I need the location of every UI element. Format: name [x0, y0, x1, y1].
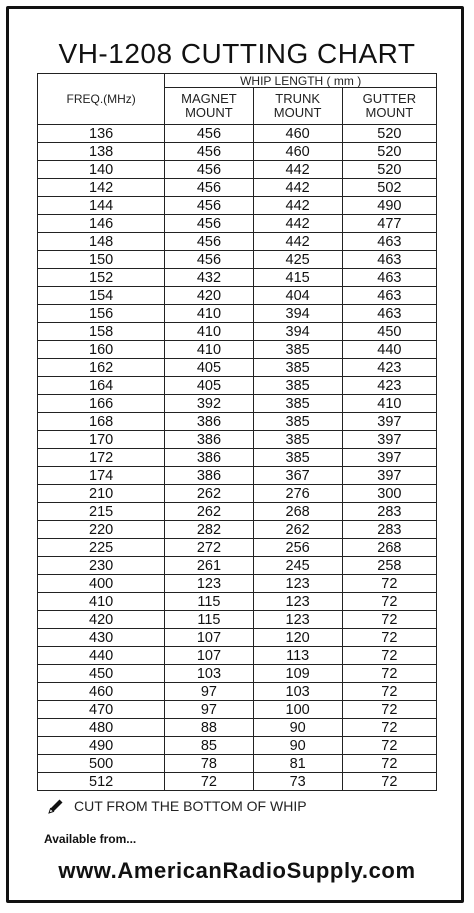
table-row	[38, 557, 437, 575]
table-row	[38, 143, 437, 161]
trunk-cell: 120	[253, 629, 342, 647]
table-row	[38, 539, 437, 557]
gutter-cell: 72	[342, 755, 436, 773]
trunk-mount-header: TRUNK MOUNT	[253, 88, 342, 125]
freq-cell: 174	[38, 467, 165, 485]
freq-cell: 400	[38, 575, 165, 593]
magnet-cell: 456	[165, 197, 253, 215]
table-row	[38, 521, 437, 539]
freq-cell: 480	[38, 719, 165, 737]
table-row	[38, 503, 437, 521]
pencil-icon	[46, 796, 66, 816]
table-row	[38, 773, 437, 791]
freq-cell: 512	[38, 773, 165, 791]
trunk-cell: 123	[253, 611, 342, 629]
magnet-cell: 456	[165, 179, 253, 197]
trunk-cell: 268	[253, 503, 342, 521]
gutter-cell: 72	[342, 593, 436, 611]
gutter-mount-header: GUTTER MOUNT	[342, 88, 436, 125]
table-row	[38, 215, 437, 233]
table-row	[38, 269, 437, 287]
trunk-cell: 442	[253, 161, 342, 179]
table-row	[38, 755, 437, 773]
gutter-cell: 72	[342, 629, 436, 647]
magnet-cell: 392	[165, 395, 253, 413]
magnet-cell: 456	[165, 143, 253, 161]
magnet-cell: 386	[165, 413, 253, 431]
freq-cell: 160	[38, 341, 165, 359]
freq-cell: 164	[38, 377, 165, 395]
trunk-cell: 81	[253, 755, 342, 773]
table-row	[38, 611, 437, 629]
gutter-cell: 72	[342, 665, 436, 683]
freq-cell: 144	[38, 197, 165, 215]
trunk-cell: 385	[253, 431, 342, 449]
magnet-cell: 386	[165, 449, 253, 467]
freq-cell: 410	[38, 593, 165, 611]
trunk-cell: 404	[253, 287, 342, 305]
magnet-cell: 272	[165, 539, 253, 557]
trunk-cell: 415	[253, 269, 342, 287]
trunk-cell: 113	[253, 647, 342, 665]
magnet-cell: 97	[165, 701, 253, 719]
trunk-cell: 123	[253, 593, 342, 611]
gutter-cell: 463	[342, 269, 436, 287]
freq-cell: 150	[38, 251, 165, 269]
freq-cell: 152	[38, 269, 165, 287]
gutter-cell: 268	[342, 539, 436, 557]
table-row	[38, 431, 437, 449]
magnet-cell: 262	[165, 503, 253, 521]
gutter-cell: 450	[342, 323, 436, 341]
freq-cell: 166	[38, 395, 165, 413]
magnet-cell: 107	[165, 629, 253, 647]
freq-cell: 225	[38, 539, 165, 557]
gutter-cell: 300	[342, 485, 436, 503]
trunk-cell: 385	[253, 449, 342, 467]
freq-cell: 142	[38, 179, 165, 197]
gutter-cell: 423	[342, 377, 436, 395]
gutter-cell: 72	[342, 737, 436, 755]
table-row	[38, 305, 437, 323]
table-row	[38, 683, 437, 701]
trunk-cell: 460	[253, 125, 342, 143]
freq-cell: 230	[38, 557, 165, 575]
freq-cell: 154	[38, 287, 165, 305]
magnet-cell: 456	[165, 251, 253, 269]
whip-length-header: WHIP LENGTH ( mm )	[165, 74, 437, 88]
gutter-cell: 463	[342, 305, 436, 323]
freq-column-header: FREQ.(MHz)	[38, 74, 165, 125]
table-row	[38, 197, 437, 215]
trunk-cell: 394	[253, 323, 342, 341]
freq-cell: 420	[38, 611, 165, 629]
gutter-cell: 283	[342, 503, 436, 521]
freq-cell: 220	[38, 521, 165, 539]
table-row	[38, 323, 437, 341]
gutter-cell: 72	[342, 611, 436, 629]
table-row	[38, 377, 437, 395]
table-row	[38, 593, 437, 611]
table-row	[38, 449, 437, 467]
table-row	[38, 719, 437, 737]
gutter-cell: 463	[342, 233, 436, 251]
table-row	[38, 467, 437, 485]
freq-cell: 140	[38, 161, 165, 179]
table-row	[38, 665, 437, 683]
trunk-cell: 385	[253, 359, 342, 377]
magnet-mount-header: MAGNET MOUNT	[165, 88, 253, 125]
freq-cell: 138	[38, 143, 165, 161]
trunk-cell: 385	[253, 413, 342, 431]
magnet-cell: 88	[165, 719, 253, 737]
freq-cell: 168	[38, 413, 165, 431]
magnet-cell: 456	[165, 215, 253, 233]
trunk-cell: 90	[253, 737, 342, 755]
freq-cell: 490	[38, 737, 165, 755]
trunk-cell: 442	[253, 179, 342, 197]
magnet-cell: 107	[165, 647, 253, 665]
magnet-cell: 456	[165, 125, 253, 143]
available-from-label: Available from...	[44, 832, 137, 846]
table-row	[38, 647, 437, 665]
trunk-cell: 442	[253, 215, 342, 233]
trunk-cell: 123	[253, 575, 342, 593]
table-row	[38, 395, 437, 413]
cut-note	[46, 796, 307, 816]
freq-cell: 162	[38, 359, 165, 377]
gutter-cell: 477	[342, 215, 436, 233]
gutter-cell: 397	[342, 413, 436, 431]
gutter-cell: 502	[342, 179, 436, 197]
magnet-cell: 262	[165, 485, 253, 503]
table-row	[38, 125, 437, 143]
trunk-cell: 442	[253, 233, 342, 251]
table-row	[38, 629, 437, 647]
freq-cell: 158	[38, 323, 165, 341]
magnet-cell: 261	[165, 557, 253, 575]
gutter-cell: 520	[342, 143, 436, 161]
table-row	[38, 575, 437, 593]
freq-cell: 460	[38, 683, 165, 701]
cutting-chart-table	[37, 73, 437, 791]
gutter-cell: 423	[342, 359, 436, 377]
trunk-cell: 100	[253, 701, 342, 719]
magnet-cell: 72	[165, 773, 253, 791]
freq-cell: 500	[38, 755, 165, 773]
trunk-cell: 90	[253, 719, 342, 737]
gutter-cell: 283	[342, 521, 436, 539]
magnet-cell: 115	[165, 611, 253, 629]
table-row	[38, 737, 437, 755]
magnet-cell: 405	[165, 377, 253, 395]
trunk-cell: 394	[253, 305, 342, 323]
magnet-cell: 420	[165, 287, 253, 305]
freq-cell: 215	[38, 503, 165, 521]
gutter-cell: 72	[342, 773, 436, 791]
gutter-cell: 440	[342, 341, 436, 359]
cut-note-text: CUT FROM THE BOTTOM OF WHIP	[74, 798, 307, 814]
freq-cell: 148	[38, 233, 165, 251]
gutter-cell: 490	[342, 197, 436, 215]
magnet-cell: 410	[165, 323, 253, 341]
magnet-cell: 410	[165, 305, 253, 323]
gutter-cell: 72	[342, 701, 436, 719]
freq-cell: 172	[38, 449, 165, 467]
table-row	[38, 179, 437, 197]
table-row	[38, 233, 437, 251]
trunk-cell: 425	[253, 251, 342, 269]
trunk-cell: 276	[253, 485, 342, 503]
gutter-cell: 72	[342, 647, 436, 665]
magnet-cell: 78	[165, 755, 253, 773]
magnet-cell: 97	[165, 683, 253, 701]
freq-cell: 146	[38, 215, 165, 233]
magnet-cell: 386	[165, 467, 253, 485]
gutter-cell: 72	[342, 575, 436, 593]
magnet-cell: 410	[165, 341, 253, 359]
gutter-cell: 72	[342, 683, 436, 701]
gutter-cell: 258	[342, 557, 436, 575]
gutter-cell: 397	[342, 467, 436, 485]
magnet-cell: 386	[165, 431, 253, 449]
magnet-cell: 123	[165, 575, 253, 593]
trunk-cell: 442	[253, 197, 342, 215]
trunk-cell: 385	[253, 395, 342, 413]
table-row	[38, 287, 437, 305]
gutter-cell: 463	[342, 287, 436, 305]
gutter-cell: 520	[342, 125, 436, 143]
gutter-cell: 410	[342, 395, 436, 413]
freq-cell: 450	[38, 665, 165, 683]
freq-cell: 170	[38, 431, 165, 449]
magnet-cell: 456	[165, 233, 253, 251]
table-row	[38, 341, 437, 359]
trunk-cell: 73	[253, 773, 342, 791]
table-row	[38, 701, 437, 719]
trunk-cell: 385	[253, 341, 342, 359]
magnet-cell: 85	[165, 737, 253, 755]
gutter-cell: 397	[342, 449, 436, 467]
table-row	[38, 413, 437, 431]
page-title: VH-1208 CUTTING CHART	[58, 38, 416, 69]
freq-cell: 440	[38, 647, 165, 665]
magnet-cell: 456	[165, 161, 253, 179]
gutter-cell: 520	[342, 161, 436, 179]
freq-cell: 470	[38, 701, 165, 719]
table-row	[38, 251, 437, 269]
magnet-cell: 115	[165, 593, 253, 611]
freq-cell: 136	[38, 125, 165, 143]
trunk-cell: 460	[253, 143, 342, 161]
magnet-cell: 103	[165, 665, 253, 683]
website-url: www.AmericanRadioSupply.com	[58, 858, 416, 883]
trunk-cell: 245	[253, 557, 342, 575]
magnet-cell: 432	[165, 269, 253, 287]
trunk-cell: 109	[253, 665, 342, 683]
trunk-cell: 103	[253, 683, 342, 701]
gutter-cell: 72	[342, 719, 436, 737]
freq-cell: 430	[38, 629, 165, 647]
magnet-cell: 282	[165, 521, 253, 539]
table-row	[38, 359, 437, 377]
table-row	[38, 485, 437, 503]
freq-cell: 210	[38, 485, 165, 503]
table-body	[38, 125, 437, 791]
gutter-cell: 397	[342, 431, 436, 449]
trunk-cell: 385	[253, 377, 342, 395]
freq-cell: 156	[38, 305, 165, 323]
trunk-cell: 256	[253, 539, 342, 557]
gutter-cell: 463	[342, 251, 436, 269]
trunk-cell: 262	[253, 521, 342, 539]
table-row	[38, 161, 437, 179]
trunk-cell: 367	[253, 467, 342, 485]
magnet-cell: 405	[165, 359, 253, 377]
